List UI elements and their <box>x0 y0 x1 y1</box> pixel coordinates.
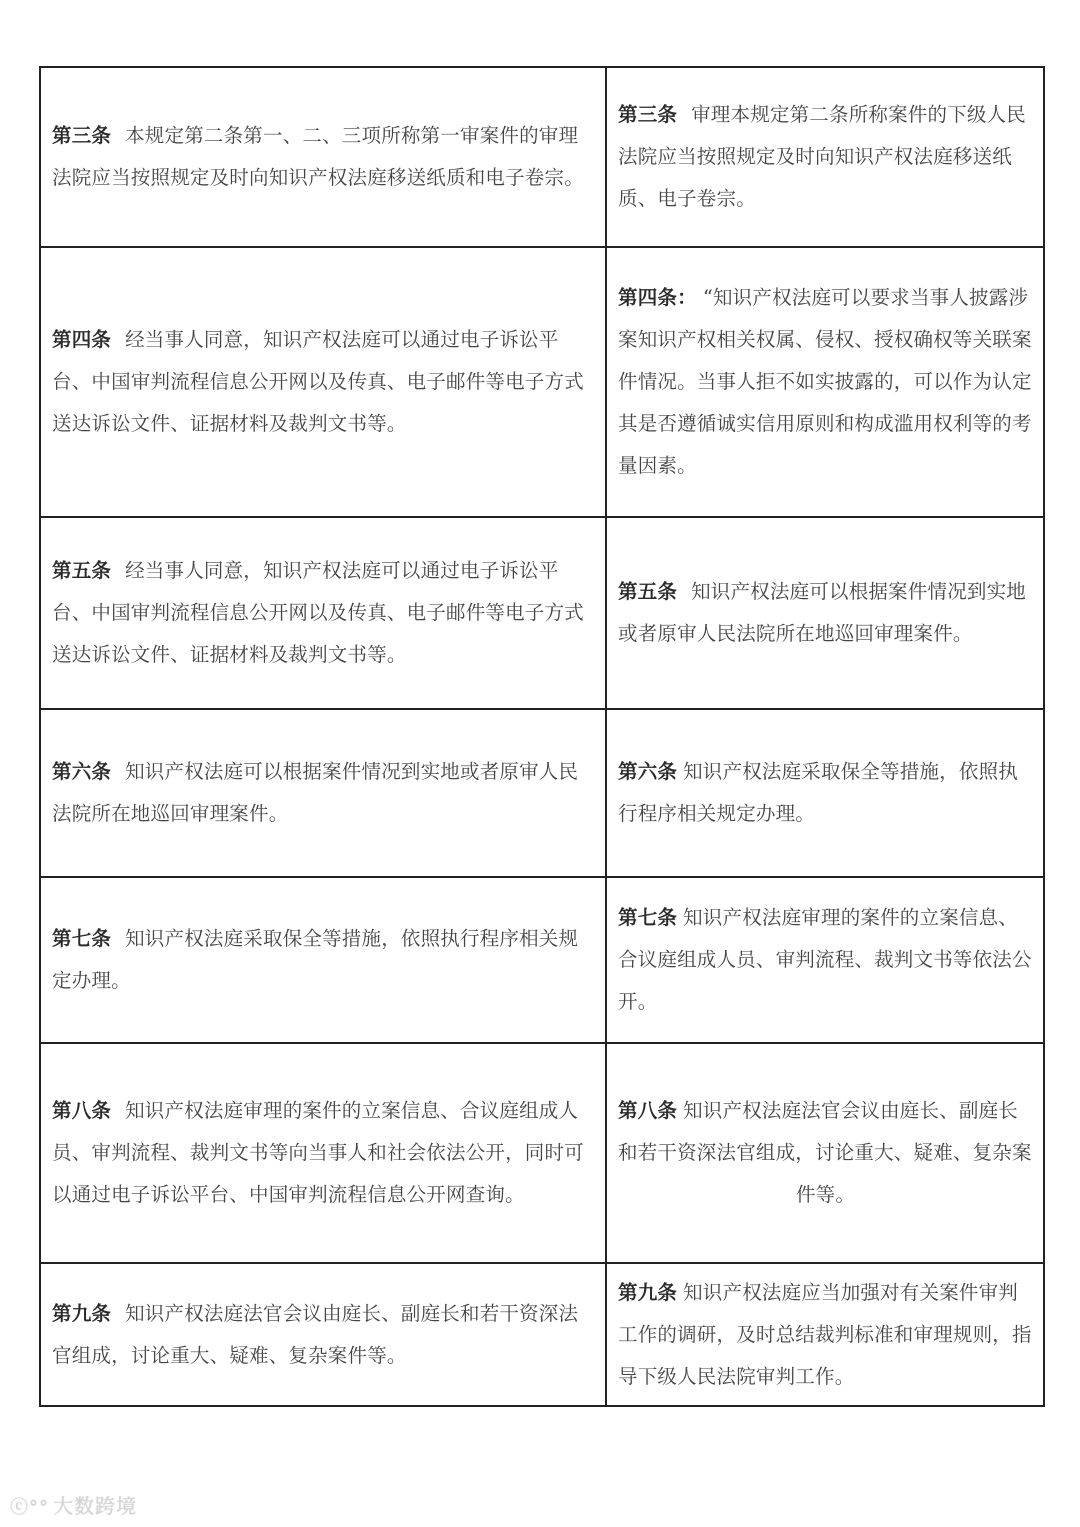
comparison-table <box>39 66 1045 1407</box>
right-cell <box>606 67 1044 247</box>
table-row <box>40 517 1044 709</box>
article-number: 第四条： <box>618 286 697 309</box>
article-text: 审理本规定第二条所称案件的下级人民法院应当按照规定及时向知识产权法庭移送纸质、电子卷宗。 <box>618 103 1027 210</box>
table-row <box>40 247 1044 517</box>
left-cell <box>40 67 606 247</box>
article-text-last-line: 件等。 <box>795 1183 856 1206</box>
brand-logo-icon: ⓒ°° <box>10 1497 49 1518</box>
article-text: 知识产权法庭法官会议由庭长、副庭长和若干资深法官组成，讨论重大、疑难、复杂案件等。 <box>52 1301 579 1367</box>
left-cell <box>40 877 606 1043</box>
right-cell <box>606 1263 1044 1406</box>
right-cell <box>606 709 1044 877</box>
left-cell <box>40 517 606 709</box>
article-number: 第九条 <box>618 1280 678 1304</box>
watermark <box>10 1490 137 1519</box>
table-row <box>40 1043 1044 1263</box>
article-text: 知识产权法庭审理的案件的立案信息、合议庭组成人员、审判流程、裁判文书等依法公开。 <box>618 906 1032 1013</box>
article-text: 经当事人同意，知识产权法庭可以通过电子诉讼平台、中国审判流程信息公开网以及传真、电子邮件等电子方式送达诉讼文件、证据材料及裁判文书等。 <box>52 559 584 666</box>
left-cell <box>40 247 606 517</box>
article-text: “知识产权法庭可以要求当事人披露涉案知识产权相关权属、侵权、授权确权等关联案件情况。当事人拒不如实披露的，可以作为认定其是否遵循诚实信用原则和构成滥用权利等的考量因素。 <box>618 286 1032 477</box>
article-text: 知识产权法庭可以根据案件情况到实地或者原审人民法院所在地巡回审理案件。 <box>618 580 1027 645</box>
article-text: 经当事人同意，知识产权法庭可以通过电子诉讼平台、中国审判流程信息公开网以及传真、电子邮件等电子方式送达诉讼文件、证据材料及裁判文书等。 <box>52 328 584 435</box>
article-number: 第八条 <box>618 1099 678 1122</box>
right-cell <box>606 247 1044 517</box>
article-text: 知识产权法庭采取保全等措施，依照执行程序相关规定办理。 <box>618 760 1019 825</box>
article-text: 知识产权法庭法官会议由庭长、副庭长和若干资深法官组成，讨论重大、疑难、复杂案 <box>618 1099 1032 1164</box>
article-number: 第七条 <box>52 927 112 950</box>
right-cell <box>606 1043 1044 1263</box>
table-row <box>40 709 1044 877</box>
table-row <box>40 877 1044 1043</box>
article-text: 知识产权法庭审理的案件的立案信息、合议庭组成人员、审判流程、裁判文书等向当事人和社会依法公开，同时可以通过电子诉讼平台、中国审判流程信息公开网查询。 <box>52 1099 584 1206</box>
left-cell <box>40 1263 606 1406</box>
article-number: 第九条 <box>52 1301 112 1325</box>
article-number: 第七条 <box>618 906 678 929</box>
article-text: 知识产权法庭采取保全等措施，依照执行程序相关规定办理。 <box>52 927 579 992</box>
table-row <box>40 67 1044 247</box>
article-number: 第三条 <box>618 103 678 126</box>
article-number: 第八条 <box>52 1099 112 1122</box>
article-number: 第五条 <box>618 580 678 603</box>
left-cell <box>40 709 606 877</box>
article-number: 第五条 <box>52 559 112 582</box>
article-text: 知识产权法庭可以根据案件情况到实地或者原审人民法院所在地巡回审理案件。 <box>52 760 579 825</box>
article-text: 本规定第二条第一、二、三项所称第一审案件的审理法院应当按照规定及时向知识产权法庭移送纸质和电子卷宗。 <box>52 124 584 189</box>
article-number: 第六条 <box>618 760 678 783</box>
table-row <box>40 1263 1044 1406</box>
article-text: 知识产权法庭应当加强对有关案件审判工作的调研，及时总结裁判标准和审理规则，指导下级人民法院审判工作。 <box>618 1280 1032 1388</box>
article-number: 第六条 <box>52 760 112 783</box>
left-cell <box>40 1043 606 1263</box>
article-number: 第三条 <box>52 124 112 147</box>
right-cell <box>606 517 1044 709</box>
right-cell <box>606 877 1044 1043</box>
watermark-text: 大数跨境 <box>53 1494 137 1518</box>
article-number: 第四条 <box>52 328 112 351</box>
